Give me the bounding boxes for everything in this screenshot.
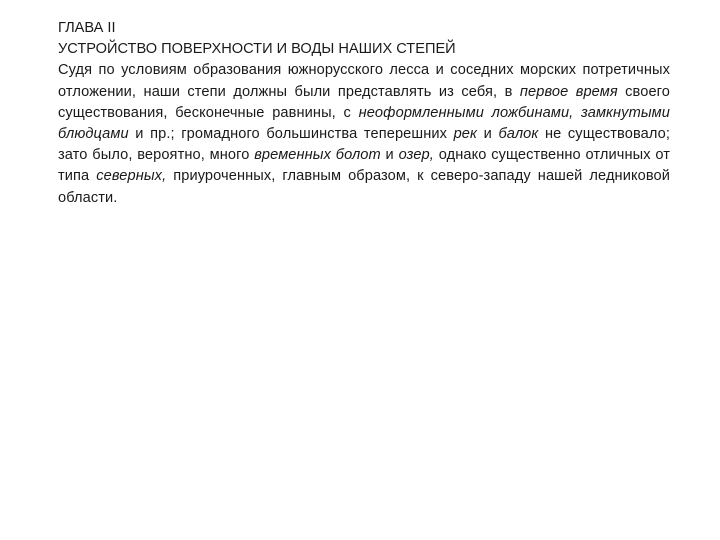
paragraph-italic-6: озер,: [398, 147, 434, 164]
paragraph-text-4: и: [477, 126, 499, 143]
paragraph-italic-5: временных болот: [254, 147, 381, 164]
paragraph-text-3: и пр.; громадного большинства теперешних: [128, 126, 454, 143]
text-block: [58, 18, 670, 209]
paragraph-text-6: и: [380, 147, 399, 164]
paragraph-text-7: однако существенно отличных от типа: [58, 147, 671, 185]
paragraph-italic-2: неоформленными ложбинами, замкнутыми блюдцами: [58, 104, 670, 143]
paragraph-text-1: Судя по условиям образования южнорусского лесса и соседних морских потретичных отложении, наши степи должны были представлять из себя, в: [58, 62, 670, 100]
paragraph-text-2: своего существования, бесконечные равнины, с: [58, 83, 670, 121]
chapter-title: УСТРОЙСТВО ПОВЕРХНОСТИ И ВОДЫ НАШИХ СТЕПЕЙ: [58, 41, 456, 58]
paragraph-italic-7: северных,: [96, 168, 167, 185]
body-paragraph: [58, 60, 670, 208]
paragraph-italic-1: первое время: [519, 83, 618, 100]
paragraph-text-8: приуроченных, главным образом, к северо-западу нашей ледниковой области.: [58, 168, 670, 206]
paragraph-italic-3: рек: [453, 126, 478, 143]
paragraph-italic-4: балок: [498, 126, 539, 143]
paragraph-text-5: не существовало; зато было, вероятно, много: [58, 126, 670, 164]
chapter-label: ГЛАВА II: [58, 20, 116, 36]
